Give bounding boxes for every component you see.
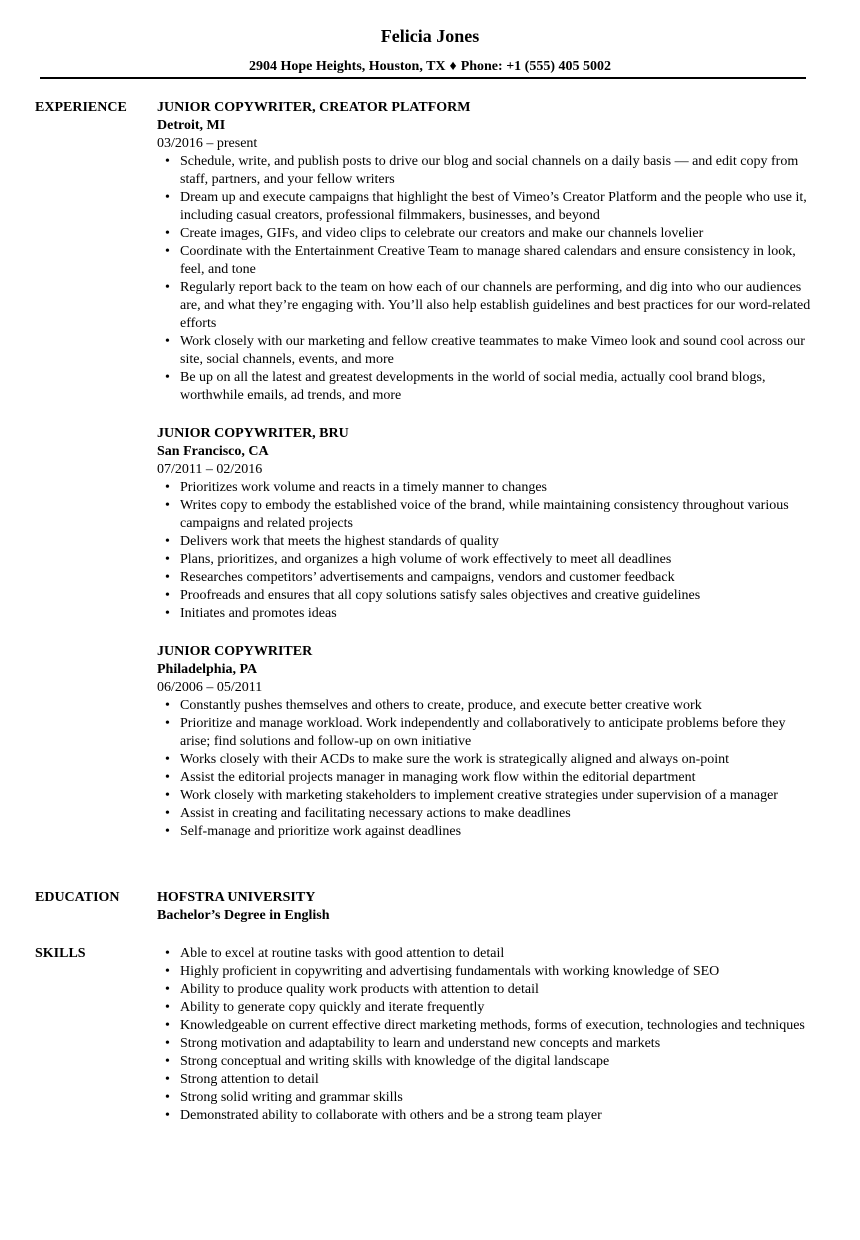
skills-heading: SKILLS [35, 946, 86, 961]
list-item: • Work closely with our marketing and fellow creative teammates to make Vimeo look and sound cool across our site, social channels, events, and more [157, 333, 817, 369]
job-title: JUNIOR COPYWRITER [157, 644, 313, 659]
job-title: JUNIOR COPYWRITER, BRU [157, 426, 349, 441]
education-content [157, 889, 817, 925]
job-location: Detroit, MI [157, 118, 226, 133]
job-bullets [157, 697, 817, 841]
list-item: • Strong conceptual and writing skills with knowledge of the digital landscape [157, 1053, 817, 1071]
list-item: • Highly proficient in copywriting and advertising fundamentals with working knowledge of SEO [157, 963, 817, 981]
list-item: • Assist in creating and facilitating necessary actions to make deadlines [157, 805, 817, 823]
list-item: • Coordinate with the Entertainment Creative Team to manage shared calendars and ensure consistency in look, feel, and tone [157, 243, 817, 279]
job-entry [157, 643, 817, 841]
list-item: • Writes copy to embody the established voice of the brand, while maintaining consistency throughout various campaigns and related projects [157, 497, 817, 533]
job-dates: 06/2006 – 05/2011 [157, 680, 263, 695]
job-bullets [157, 479, 817, 623]
header-divider [40, 77, 806, 79]
list-item: • Prioritizes work volume and reacts in a timely manner to changes [157, 479, 817, 497]
list-item: • Works closely with their ACDs to make sure the work is strategically aligned and always on-point [157, 751, 817, 769]
contact-line [0, 58, 860, 76]
skills-content [157, 945, 817, 1125]
list-item: • Proofreads and ensures that all copy solutions satisfy sales objectives and creative guidelines [157, 587, 817, 605]
list-item: • Regularly report back to the team on how each of our channels are performing, and dig into who our audiences are, and what they’re engaging with. You’ll also help establish guidelines and best practices for our word-related efforts [157, 279, 817, 333]
school-name: HOFSTRA UNIVERSITY [157, 890, 316, 905]
list-item: • Able to excel at routine tasks with good attention to detail [157, 945, 817, 963]
list-item: • Work closely with marketing stakeholders to implement creative strategies under supervision of a manager [157, 787, 817, 805]
job-bullets [157, 153, 817, 405]
job-title: JUNIOR COPYWRITER, CREATOR PLATFORM [157, 100, 471, 115]
job-dates: 03/2016 – present [157, 136, 258, 151]
list-item: • Researches competitors’ advertisements and campaigns, vendors and customer feedback [157, 569, 817, 587]
list-item: • Dream up and execute campaigns that highlight the best of Vimeo’s Creator Platform and the people who use it, including casual creators, professional filmmakers, businesses, and beyond [157, 189, 817, 225]
job-entry [157, 99, 817, 405]
list-item: • Constantly pushes themselves and others to create, produce, and execute better creative work [157, 697, 817, 715]
list-item: • Schedule, write, and publish posts to drive our blog and social channels on a daily basis — and edit copy from staff, partners, and your fellow writers [157, 153, 817, 189]
job-dates: 07/2011 – 02/2016 [157, 462, 263, 477]
experience-heading: EXPERIENCE [35, 100, 127, 115]
job-location: San Francisco, CA [157, 444, 269, 459]
phone: Phone: +1 (555) 405 5002 [460, 59, 611, 74]
list-item: • Demonstrated ability to collaborate with others and be a strong team player [157, 1107, 817, 1125]
experience-content [157, 99, 817, 861]
list-item: • Self-manage and prioritize work against deadlines [157, 823, 817, 841]
list-item: • Assist the editorial projects manager in managing work flow within the editorial department [157, 769, 817, 787]
list-item: • Prioritize and manage workload. Work independently and collaboratively to anticipate problems before they arise; find solutions and follow-up on own initiative [157, 715, 817, 751]
list-item: • Knowledgeable on current effective direct marketing methods, forms of execution, technologies and techniques [157, 1017, 817, 1035]
list-item: • Plans, prioritizes, and organizes a high volume of work effectively to meet all deadlines [157, 551, 817, 569]
address: 2904 Hope Heights, Houston, TX [248, 59, 446, 74]
list-item: • Ability to produce quality work products with attention to detail [157, 981, 817, 999]
list-item: • Be up on all the latest and greatest developments in the world of social media, actually cool brand blogs, worthwhile emails, ad trends, and more [157, 369, 817, 405]
list-item: • Strong solid writing and grammar skills [157, 1089, 817, 1107]
list-item: • Ability to generate copy quickly and iterate frequently [157, 999, 817, 1017]
list-item: • Delivers work that meets the highest standards of quality [157, 533, 817, 551]
skills-list [157, 945, 817, 1125]
list-item: • Create images, GIFs, and video clips to celebrate our creators and make our channels lovelier [157, 225, 817, 243]
list-item: • Initiates and promotes ideas [157, 605, 817, 623]
resume-name: Felicia Jones [380, 26, 480, 46]
job-entry [157, 425, 817, 623]
degree: Bachelor’s Degree in English [157, 908, 330, 923]
diamond-separator-icon: ♦ [449, 59, 457, 74]
list-item: • Strong attention to detail [157, 1071, 817, 1089]
list-item: • Strong motivation and adaptability to learn and understand new concepts and markets [157, 1035, 817, 1053]
education-heading: EDUCATION [35, 890, 120, 905]
job-location: Philadelphia, PA [157, 662, 258, 677]
